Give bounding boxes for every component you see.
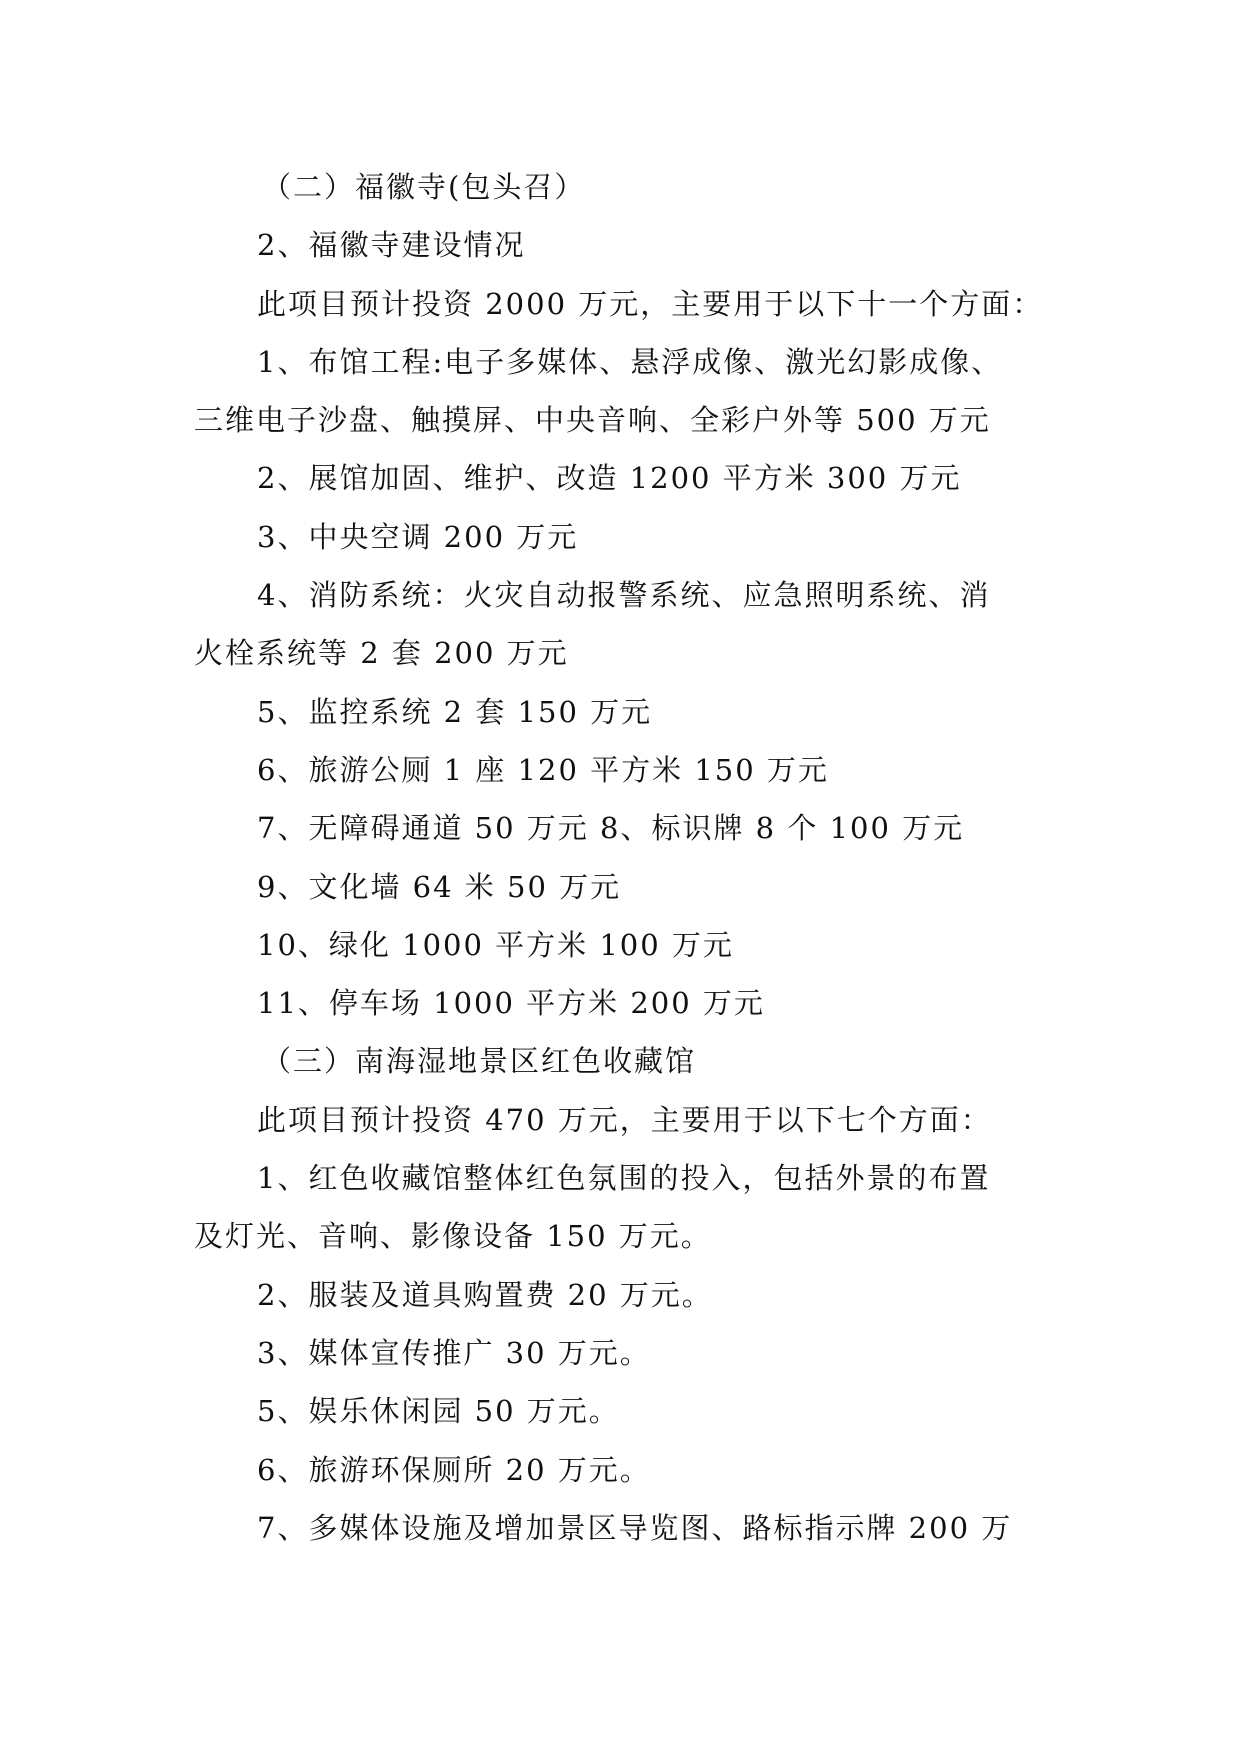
list-item: 11、停车场 1000 平方米 200 万元 (257, 986, 765, 1021)
list-item: 5、娱乐休闲园 50 万元。 (257, 1394, 620, 1429)
list-item-continuation: 三维电子沙盘、触摸屏、中央音响、全彩户外等 500 万元 (194, 403, 991, 438)
section-heading-2: （二）福徽寺(包头召） (262, 170, 586, 204)
list-item: 9、文化墙 64 米 50 万元 (257, 869, 622, 904)
list-item-continuation: 及灯光、音响、影像设备 150 万元。 (194, 1219, 712, 1254)
list-item: 6、旅游公厕 1 座 120 平方米 150 万元 (257, 752, 829, 787)
list-item: 7、多媒体设施及增加景区导览图、路标指示牌 200 万 (257, 1510, 1013, 1545)
list-item: 1、布馆工程:电子多媒体、悬浮成像、激光幻影成像、 (257, 344, 1003, 379)
list-item: 4、消防系统：火灾自动报警系统、应急照明系统、消 (257, 578, 991, 613)
paragraph: 此项目预计投资 2000 万元，主要用于以下十一个方面： (257, 286, 1044, 321)
paragraph: 此项目预计投资 470 万元，主要用于以下七个方面： (257, 1102, 992, 1137)
list-item: 7、无障碍通道 50 万元 8、标识牌 8 个 100 万元 (257, 811, 965, 846)
list-item: 3、中央空调 200 万元 (257, 519, 579, 554)
list-item: 5、监控系统 2 套 150 万元 (257, 694, 653, 729)
list-item: 1、红色收藏馆整体红色氛围的投入，包括外景的布置 (257, 1161, 991, 1196)
list-item-continuation: 火栓系统等 2 套 200 万元 (194, 636, 569, 671)
list-item: 2、展馆加固、维护、改造 1200 平方米 300 万元 (257, 461, 962, 496)
list-item: 6、旅游环保厕所 20 万元。 (257, 1452, 651, 1487)
list-item: 3、媒体宣传推广 30 万元。 (257, 1335, 651, 1370)
list-item: 2、服装及道具购置费 20 万元。 (257, 1277, 713, 1312)
list-item: 10、绿化 1000 平方米 100 万元 (257, 927, 734, 962)
document-body (194, 158, 1054, 1557)
section-heading-3: （三）南海湿地景区红色收藏馆 (262, 1044, 697, 1079)
subsection-heading: 2、福徽寺建设情况 (257, 228, 526, 263)
